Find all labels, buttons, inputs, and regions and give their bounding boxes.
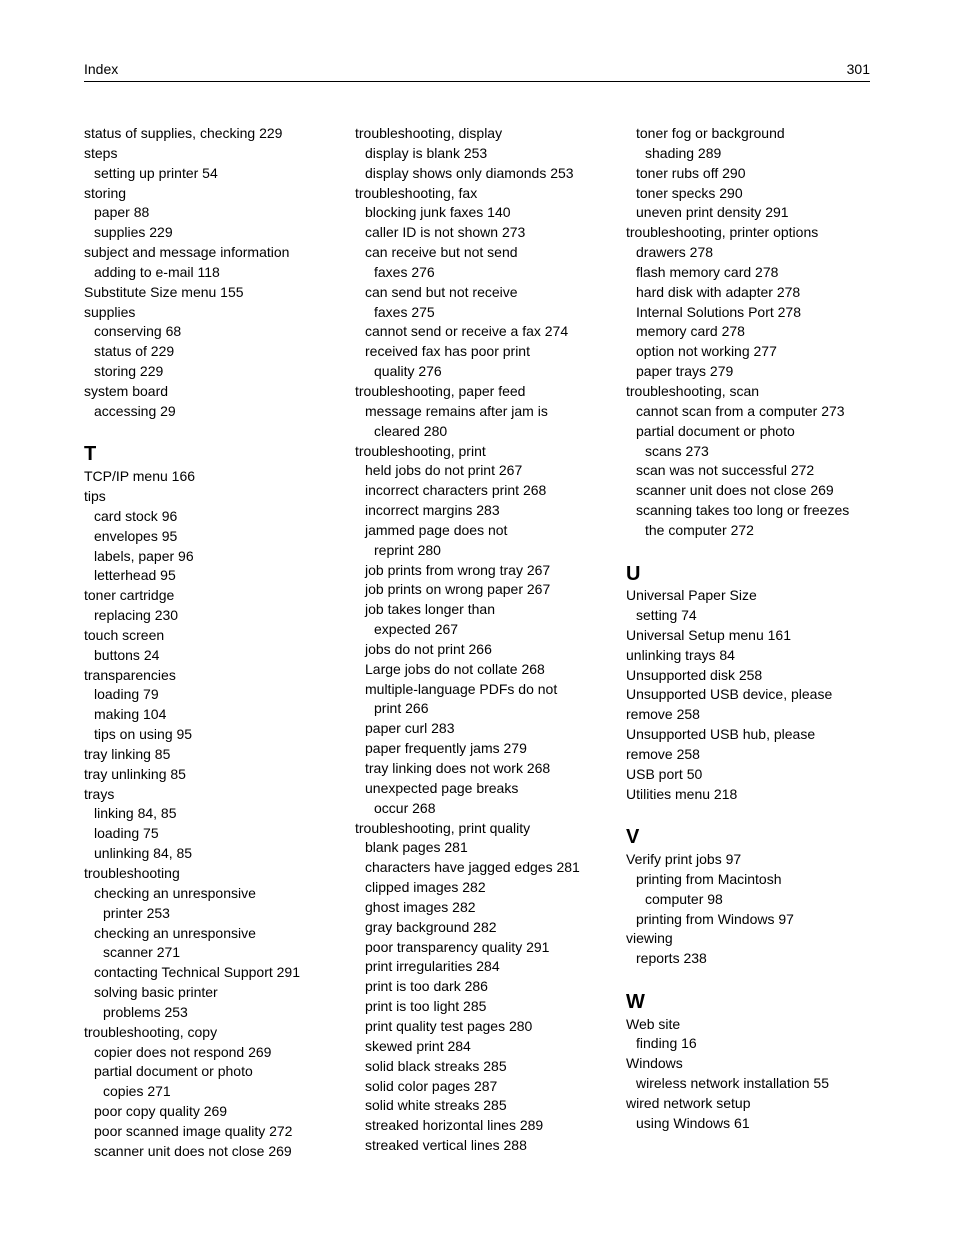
index-entry: tray unlinking 85 (84, 765, 186, 782)
index-subentry: paper frequently jams 279 (365, 740, 527, 757)
index-subentry: solid color pages 287 (365, 1077, 498, 1094)
index-subentry: job prints from wrong tray 267 (365, 561, 551, 578)
index-subentry: letterhead 95 (94, 567, 176, 584)
index-subentry: streaked horizontal lines 289 (365, 1117, 544, 1134)
index-entry: remove 258 (626, 706, 700, 723)
index-subentry: hard disk with adapter 278 (636, 283, 801, 300)
index-subentry: printing from Windows 97 (636, 910, 794, 927)
index-subentry: loading 79 (94, 686, 159, 703)
index-subentry: loading 75 (94, 825, 159, 842)
index-subentry: job takes longer than (365, 601, 495, 618)
index-subentry: toner rubs off 290 (636, 164, 746, 181)
index-entry: trays (84, 785, 115, 802)
index-subentry: printer 253 (103, 904, 170, 921)
index-entry: tray linking 85 (84, 745, 171, 762)
index-subentry: blank pages 281 (365, 839, 468, 856)
index-letter-heading: T (84, 443, 97, 466)
index-entry: touch screen (84, 626, 165, 643)
index-entry: status of supplies, checking 229 (84, 125, 283, 141)
index-subentry: solving basic printer (94, 984, 218, 1001)
index-subentry: making 104 (94, 706, 167, 723)
index-entry: Windows (626, 1055, 683, 1072)
index-subentry: replacing 230 (94, 607, 179, 624)
index-subentry: checking an unresponsive (94, 924, 256, 941)
index-subentry: reprint 280 (374, 541, 441, 558)
index-subentry: conserving 68 (94, 323, 182, 340)
index-subentry: memory card 278 (636, 323, 745, 340)
index-entry: troubleshooting, fax (355, 184, 478, 201)
index-entry: tips (84, 487, 106, 504)
index-subentry: incorrect characters print 268 (365, 482, 547, 499)
index-subentry: incorrect margins 283 (365, 502, 500, 519)
index-subentry: expected 267 (374, 621, 459, 638)
index-subentry: scan was not successful 272 (636, 462, 815, 479)
index-subentry: unexpected page breaks (365, 779, 519, 796)
index-subentry: finding 16 (636, 1035, 697, 1052)
index-subentry: print irregularities 284 (365, 958, 500, 975)
index-entry: viewing (626, 930, 673, 947)
index-subentry: drawers 278 (636, 244, 714, 261)
index-subentry: linking 84, 85 (94, 805, 177, 822)
index-subentry: poor copy quality 269 (94, 1103, 228, 1120)
index-entry: troubleshooting, paper feed (355, 382, 526, 399)
index-subentry: status of 229 (94, 343, 175, 360)
index-subentry: blocking junk faxes 140 (365, 204, 511, 221)
index-entry: troubleshooting, print (355, 442, 486, 459)
index-subentry: scanning takes too long or freezes (636, 502, 850, 519)
index-entry: Web site (626, 1015, 681, 1032)
index-subentry: job prints on wrong paper 267 (365, 581, 551, 598)
index-subentry: printing from Macintosh (636, 870, 782, 887)
index-subentry: held jobs do not print 267 (365, 462, 523, 479)
index-subentry: faxes 275 (374, 303, 435, 320)
index-subentry: problems 253 (103, 1003, 188, 1020)
index-subentry: the computer 272 (645, 521, 754, 538)
page-number: 301 (846, 61, 870, 77)
index-subentry: partial document or photo (636, 422, 795, 439)
index-subentry: checking an unresponsive (94, 884, 256, 901)
index-entry: toner cartridge (84, 587, 175, 604)
index-entry: wired network setup (626, 1094, 751, 1111)
index-subentry: can receive but not send (365, 244, 518, 261)
index-subentry: setting 74 (636, 607, 697, 624)
index-entry: troubleshooting, scan (626, 382, 760, 399)
index-subentry: setting up printer 54 (94, 164, 218, 181)
index-subentry: skewed print 284 (365, 1037, 471, 1054)
index-subentry: unlinking 84, 85 (94, 845, 193, 862)
index-entry: troubleshooting, printer options (626, 224, 819, 241)
index-subentry: buttons 24 (94, 646, 160, 663)
index-column-2 (355, 124, 617, 1156)
index-subentry: uneven print density 291 (636, 204, 789, 221)
index-subentry: storing 229 (94, 363, 164, 380)
index-subentry: streaked vertical lines 288 (365, 1137, 527, 1154)
index-subentry: can send but not receive (365, 283, 518, 300)
index-subentry: quality 276 (374, 363, 442, 380)
index-subentry: flash memory card 278 (636, 263, 779, 280)
index-subentry: reports 238 (636, 950, 707, 967)
index-subentry: multiple-language PDFs do not (365, 680, 558, 697)
index-subentry: display is blank 253 (365, 144, 488, 161)
index-subentry: labels, paper 96 (94, 547, 194, 564)
index-subentry: supplies 229 (94, 224, 173, 241)
index-entry: Universal Setup menu 161 (626, 626, 791, 643)
index-subentry: cannot scan from a computer 273 (636, 402, 845, 419)
index-entry: supplies (84, 303, 136, 320)
index-subentry: copies 271 (103, 1083, 171, 1100)
index-subentry: scans 273 (645, 442, 709, 459)
page-header (84, 59, 870, 82)
index-entry: USB port 50 (626, 765, 703, 782)
index-subentry: faxes 276 (374, 263, 435, 280)
index-subentry: envelopes 95 (94, 527, 178, 544)
index-entry: remove 258 (626, 745, 700, 762)
index-subentry: clipped images 282 (365, 879, 486, 896)
index-subentry: paper trays 279 (636, 363, 734, 380)
index-entry: storing (84, 184, 127, 201)
index-subentry: scanner 271 (103, 944, 181, 961)
index-subentry: Large jobs do not collate 268 (365, 660, 545, 677)
index-entry: Substitute Size menu 155 (84, 283, 244, 300)
index-subentry: message remains after jam is (365, 402, 548, 419)
index-subentry: using Windows 61 (636, 1114, 750, 1131)
index-entry: troubleshooting, print quality (355, 819, 531, 836)
index-subentry: partial document or photo (94, 1063, 253, 1080)
index-subentry: display shows only diamonds 253 (365, 164, 574, 181)
index-subentry: characters have jagged edges 281 (365, 859, 580, 876)
index-subentry: print is too light 285 (365, 998, 487, 1015)
index-subentry: cannot send or receive a fax 274 (365, 323, 569, 340)
index-entry: troubleshooting, display (355, 125, 503, 141)
index-subentry: toner fog or background (636, 125, 785, 141)
index-column-3 (626, 124, 888, 1134)
index-subentry: print 266 (374, 700, 429, 717)
index-subentry: Internal Solutions Port 278 (636, 303, 801, 320)
index-subentry: card stock 96 (94, 507, 178, 524)
index-entry: unlinking trays 84 (626, 646, 735, 663)
index-letter-heading: W (626, 990, 645, 1013)
index-entry: steps (84, 144, 118, 161)
index-subentry: poor scanned image quality 272 (94, 1122, 293, 1139)
index-subentry: jammed page does not (365, 521, 508, 538)
index-subentry: paper 88 (94, 204, 150, 221)
index-entry: transparencies (84, 666, 176, 683)
index-subentry: tray linking does not work 268 (365, 760, 551, 776)
index-column-1 (84, 124, 346, 1162)
index-subentry: ghost images 282 (365, 898, 476, 915)
index-subentry: contacting Technical Support 291 (94, 964, 300, 981)
index-subentry: cleared 280 (374, 422, 448, 439)
index-subentry: computer 98 (645, 890, 723, 907)
index-subentry: scanner unit does not close 269 (94, 1142, 292, 1159)
index-subentry: solid black streaks 285 (365, 1057, 507, 1074)
index-entry: Unsupported disk 258 (626, 666, 763, 683)
index-subentry: scanner unit does not close 269 (636, 482, 834, 499)
index-subentry: shading 289 (645, 144, 722, 161)
index-entry: Universal Paper Size (626, 587, 757, 604)
index-subentry: poor transparency quality 291 (365, 938, 550, 955)
index-subentry: print is too dark 286 (365, 978, 488, 995)
index-letter-heading: U (626, 562, 641, 585)
index-subentry: option not working 277 (636, 343, 777, 360)
index-subentry: toner specks 290 (636, 184, 743, 201)
index-subentry: adding to e-mail 118 (94, 263, 220, 280)
index-entry: Utilities menu 218 (626, 785, 738, 802)
index-letter-heading: V (626, 826, 640, 849)
index-subentry: print quality test pages 280 (365, 1017, 533, 1034)
index-subentry: received fax has poor print (365, 343, 530, 360)
index-entry: troubleshooting, copy (84, 1023, 218, 1040)
index-subentry: caller ID is not shown 273 (365, 224, 526, 241)
index-entry: troubleshooting (84, 865, 180, 882)
section-title: Index (84, 61, 119, 77)
index-subentry: gray background 282 (365, 918, 497, 935)
index-subentry: occur 268 (374, 799, 436, 816)
index-subentry: solid white streaks 285 (365, 1097, 507, 1114)
index-subentry: copier does not respond 269 (94, 1043, 272, 1060)
index-subentry: paper curl 283 (365, 720, 455, 737)
index-subentry: accessing 29 (94, 402, 176, 419)
index-subentry: jobs do not print 266 (365, 640, 492, 657)
index-entry: subject and message information (84, 244, 290, 261)
index-entry: Unsupported USB hub, please (626, 726, 816, 743)
index-entry: Verify print jobs 97 (626, 850, 742, 867)
index-entry: TCP/IP menu 166 (84, 468, 196, 485)
index-entry: system board (84, 382, 169, 399)
index-subentry: tips on using 95 (94, 726, 193, 743)
index-subentry: wireless network installation 55 (636, 1075, 829, 1092)
index-entry: Unsupported USB device, please (626, 686, 833, 703)
